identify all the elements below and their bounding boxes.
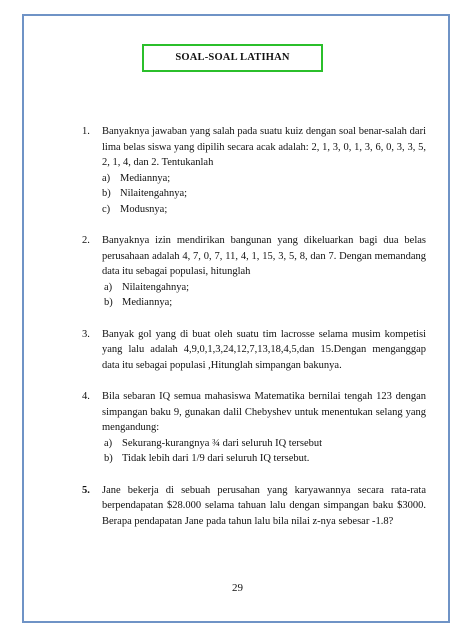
sub-question <box>104 295 426 311</box>
sub-question-text: Nilaitengahnya; <box>122 281 190 293</box>
question-number: 2. <box>82 235 90 246</box>
sub-question-text: Nilaitengahnya; <box>120 188 188 199</box>
question-item <box>82 483 426 530</box>
question-text: Bila sebaran IQ semua mahasiswa Matematika bernilai tengah 123 dengan simpangan baku 9, gunakan dalil Chebyshev untuk menentukan selang yang mengandung: <box>102 391 426 433</box>
question-text: Banyak gol yang di buat oleh suatu tim lacrosse selama musim kompetisi yang lalu adalah 4,9,0,1,3,24,12,7,13,18,4,5,dan 15.Dengan menganggap data itu sebagai populasi ,Hitunglah simpangan bakunya. <box>102 328 426 371</box>
question-number: 3. <box>82 328 90 340</box>
question-number: 4. <box>82 391 90 402</box>
sub-question-text: Modusnya; <box>120 203 168 215</box>
sub-question <box>102 171 426 187</box>
sub-question <box>104 280 426 296</box>
answer-options <box>102 171 426 218</box>
sub-question-letter: b) <box>102 188 111 199</box>
sub-question-letter: c) <box>102 203 111 215</box>
question-item <box>82 389 426 467</box>
question-number: 1. <box>82 126 90 137</box>
question-text: Jane bekerja di sebuah perusahan yang karyawannya secara rata-rata berpendapatan $28.000 selama tahuan lalu dengan simpangan baku $3000. Berapa pendapatan Jane pada tahun lalu bila nilai z-nya sebesar -1.8? <box>102 484 426 527</box>
sub-question-text: Tidak lebih dari 1/9 dari seluruh IQ tersebut. <box>122 453 310 464</box>
sub-question-letter: a) <box>104 437 113 449</box>
sub-question <box>102 186 426 202</box>
sub-question-text: Mediannya; <box>122 297 173 308</box>
sub-question-letter: a) <box>104 281 113 293</box>
sub-question-letter: b) <box>104 297 113 308</box>
section-title: SOAL-SOAL LATIHAN <box>142 44 323 72</box>
sub-question <box>102 202 426 218</box>
question-item <box>82 124 426 217</box>
sub-question <box>104 451 426 467</box>
question-item <box>82 233 426 311</box>
sub-question-letter: b) <box>104 453 113 464</box>
question-item <box>82 327 426 374</box>
question-number: 5. <box>82 484 90 496</box>
sub-question <box>104 436 426 452</box>
answer-options <box>102 436 426 467</box>
page-number: 29 <box>232 582 243 594</box>
answer-options <box>102 280 426 311</box>
sub-question-text: Sekurang-kurangnya ¾ dari seluruh IQ tersebut <box>122 437 323 449</box>
exercise-list <box>82 124 426 545</box>
sub-question-letter: a) <box>102 172 111 184</box>
question-text: Banyaknya jawaban yang salah pada suatu kuiz dengan soal benar-salah dari lima belas siswa yang dipilih secara acak adalah: 2, 1, 3, 0, 1, 3, 6, 0, 3, 3, 5, 2, 1, 4, dan 2. Tentukanlah <box>102 126 426 168</box>
question-text: Banyaknya izin mendirikan bangunan yang dikeluarkan bagi dua belas perusahaan adalah 4, 7, 0, 7, 11, 4, 1, 15, 3, 5, 8, dan 7. Dengan memandang data itu sebagai populasi, hitunglah <box>102 235 426 277</box>
sub-question-text: Mediannya; <box>120 172 171 184</box>
